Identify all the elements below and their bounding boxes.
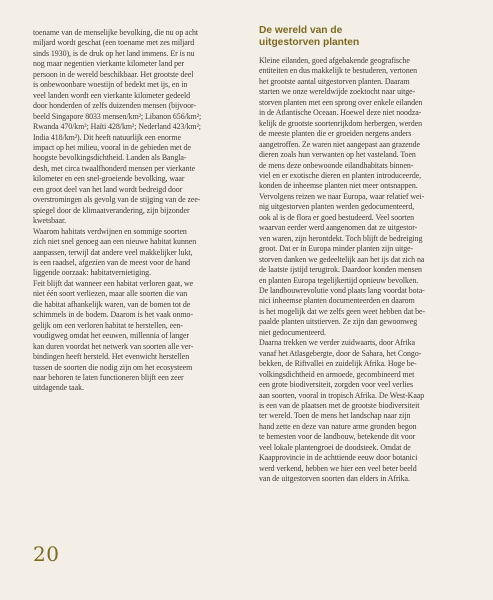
text-line: kelijk de grootste soortenrijkdom herbergen, werden: [259, 118, 422, 128]
text-line: niet één soort verliezen, maar alle soorten die van: [33, 289, 188, 299]
text-line: vanaf het Atlasgebergte, door de Sahara, het Congo-: [259, 348, 422, 358]
text-line: van de uitgestorven soorten dan elders in Afrika.: [259, 474, 410, 484]
text-line: nig uitgestorven planten werden gedocumenteerd,: [259, 202, 415, 212]
text-line: India 418/km²). Dit heeft natuurlijk een enorme: [33, 132, 181, 142]
text-line: Vervolgens reizen we naar Europa, waar relatief wei-: [259, 191, 425, 201]
text-line: zich niet snel genoeg aan een nieuwe habitat kunnen: [33, 237, 197, 247]
text-line: Rwanda 470/km²; Haïti 428/km²; Nederland 423/km²;: [33, 122, 201, 132]
text-line: bindingen heeft hersteld. Het evenwicht herstellen: [33, 352, 190, 362]
text-line: desh, met circa twaalfhonderd mensen per vierkante: [33, 163, 196, 173]
text-line: Kleine eilanden, goed afgebakende geografische: [259, 56, 410, 65]
text-line: door honderden of zelfs duizenden mensen (bijvoor-: [33, 101, 196, 111]
text-line: die habitat afhankelijk waren, van de bomen tot de: [33, 299, 191, 309]
text-line: aan soorten, vooral in tropisch Afrika. De West-Kaap: [259, 390, 425, 400]
text-line: aangetroffen. Ze waren niet aangepast aan grazende: [259, 139, 420, 149]
text-line: niet gedocumenteerd.: [259, 327, 326, 337]
text-line: dieren zoals hun verwanten op het vasteland. Toen: [259, 150, 416, 160]
text-line: Waarom habitats verdwijnen en sommige soorten: [33, 226, 187, 236]
text-line: in de Atlantische Oceaan. Hoewel deze niet noodza-: [259, 108, 422, 118]
text-line: nici inheemse planten documenteerden en daarom: [259, 296, 415, 306]
text-line: ook al is de flora er goed bestudeerd. Veel soorten: [259, 212, 415, 222]
text-line: een grote biodiversiteit, zorgden voor veel verlies: [259, 380, 413, 390]
text-line: is een raadsel, afgezien van de meest voor de hand: [33, 257, 190, 267]
text-line: miljard wordt geschat (een toename met zes miljard: [33, 38, 195, 48]
text-line: de meeste planten die er groeiden nergens anders: [259, 129, 412, 139]
text-line: groot. Dat er in Europa minder planten zijn uitge-: [259, 244, 414, 254]
text-line: de laatste ijstijd terugtrok. Daardoor konden mensen: [259, 265, 422, 275]
text-line: is het mogelijk dat we zelfs geen weet hebben dat be-: [259, 306, 426, 316]
text-line: Kaapprovincie in de achttiende eeuw door botanici: [259, 453, 418, 463]
text-line: paalde planten uitstierven. Ze zijn dan gewoonweg: [259, 317, 418, 327]
text-line: sinds 1930), is de druk op het land immens. Er is nu: [33, 48, 195, 58]
text-line: storven planten met een sprong over enkele eilanden: [259, 97, 423, 107]
text-line: en planten Europa tegelijkertijd opnieuw bevolken.: [259, 275, 419, 285]
text-line: storven danken we gedeeltelijk aan het ijs dat zich na: [259, 254, 425, 264]
text-line: De landbouwrevolutie vond plaats lang voordat bota-: [259, 285, 425, 295]
text-line: tussen de soorten die nodig zijn om het ecosysteem: [33, 362, 193, 372]
text-line: schimmels in de bodem. Daarom is het vaak onmo-: [33, 310, 194, 320]
text-line: is onbewoonbare woestijn of bedekt met ijs, en in: [33, 80, 188, 90]
text-line: een groot deel van het land wordt bedreigd door: [33, 184, 183, 194]
text-line: veel lokale plantengroei de doodsteek. Omdat de: [259, 442, 411, 452]
text-line: konden de inheemse planten niet meer ontsnappen.: [259, 181, 418, 191]
text-line: het grootste aantal uitgestorven planten. Daaram: [259, 76, 410, 86]
text-line: beeld Singapore 8033 mensen/km²; Libanon 656/km²;: [33, 111, 202, 121]
text-line: ter wereld. Toen de mens het landschap naar zijn: [259, 411, 411, 421]
text-line: kwetsbaar.: [33, 216, 67, 226]
text-line: entiteiten en dus makkelijk te bestuderen, vertonen: [259, 66, 418, 76]
text-line: kilometer en een snel-groeiende bevolking, waar: [33, 174, 185, 184]
text-line: overstromingen als gevolg van de stijging van de zee-: [33, 195, 201, 205]
text-line: werd verkend, hebben we hier een veel beter beeld: [259, 463, 417, 473]
text-line: nog maar negentien vierkante kilometer land per: [33, 59, 185, 69]
text-line: aanpassen, terwijl dat andere veel makkelijker lukt,: [33, 247, 193, 257]
text-line: viel en er exotische dieren en planten introduceerde,: [259, 170, 422, 180]
text-line: spiegel door de klimaatverandering, zijn bijzonder: [33, 205, 190, 215]
right-text-column: [259, 56, 474, 485]
text-line: te bemesten voor de landbouw, betekende dit voor: [259, 432, 416, 442]
text-line: persoon in de wereld beschikbaar. Het grootste deel: [33, 69, 194, 79]
text-line: ven waren, zijn herontdekt. Toch blijft de bedreiging: [259, 233, 423, 243]
text-line: kan duren voordat het netwerk van soorten alle ver-: [33, 341, 194, 351]
text-line: impact op het milieu, vooral in de gebieden met de: [33, 142, 191, 152]
text-line: starten we onze wereldwijde zoektocht naar uitge-: [259, 87, 416, 97]
text-line: toename van de menselijke bevolking, die nu op acht: [33, 28, 199, 37]
heading-line: De wereld van de: [259, 25, 343, 36]
text-line: gelijk om een verloren habitat te herstellen, een-: [33, 320, 183, 330]
section-heading: [259, 25, 474, 49]
text-line: bekken, de Riftvallei en zuidelijk Afrika. Hoge be-: [259, 359, 417, 369]
text-line: hand zette en deze van nature arme gronden begon: [259, 421, 417, 431]
page-number: 20: [33, 542, 60, 566]
text-line: is een van de plaatsen met de grootste biodiversiteit: [259, 400, 420, 410]
heading-line: uitgestorven planten: [259, 37, 360, 48]
text-line: Daarna trekken we verder zuidwaarts, door Afrika: [259, 338, 415, 348]
text-line: hoogste bevolkingsdichtheid. Landen als Bangla-: [33, 153, 187, 163]
text-line: volkingsdichtheid en armoede, gecombineerd met: [259, 369, 415, 379]
text-line: voudigweg omdat het eeuwen, millennia of langer: [33, 331, 190, 341]
text-line: Feit blijft dat wanneer een habitat verloren gaat, we: [33, 278, 194, 288]
text-line: liggende oorzaak: habitatvernietiging.: [33, 268, 151, 278]
text-line: de mens deze onbewoonde eilandhabitats binnen-: [259, 160, 414, 170]
left-text-column: [33, 28, 247, 394]
text-line: waarvan eerder werd aangenomen dat ze uitgestor-: [259, 223, 418, 233]
text-line: naar behoren te laten functioneren blijft een zeer: [33, 372, 184, 382]
text-line: veel landen wordt een vierkante kilometer gedeeld: [33, 90, 191, 100]
text-line: uitdagende taak.: [33, 383, 84, 393]
